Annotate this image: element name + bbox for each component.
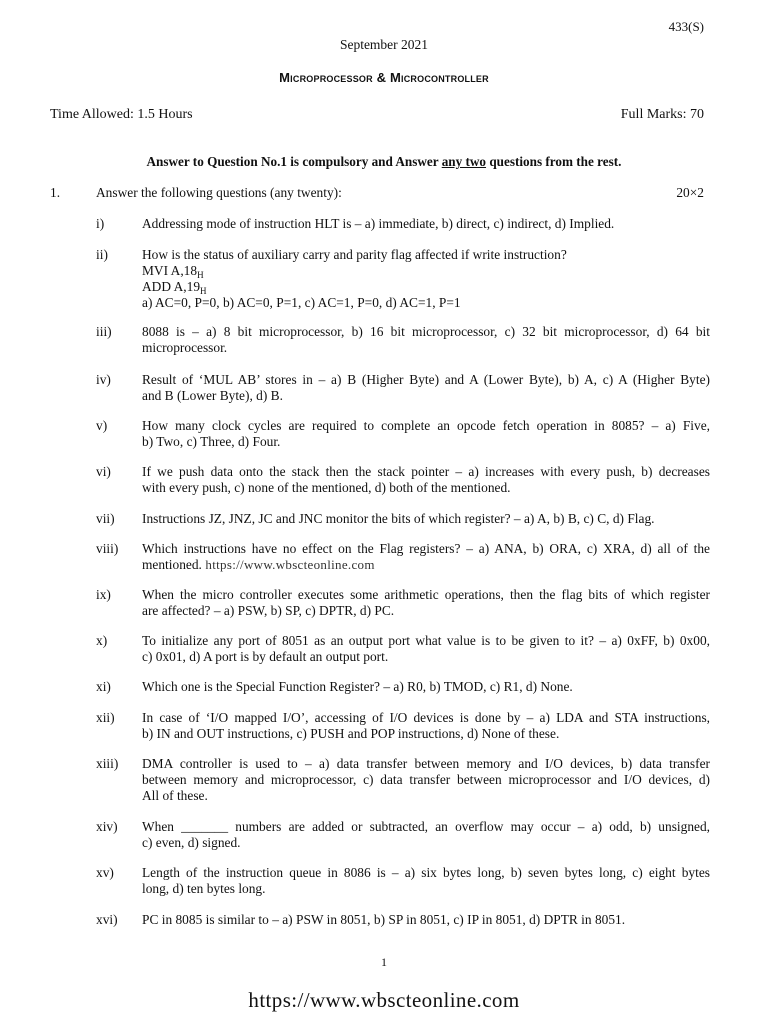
item-line: Length of the instruction queue in 8086 is – a) six bytes long, b) seven bytes long, c) eight bytes: [142, 865, 710, 880]
item-text: [142, 247, 710, 311]
question-heading: Answer the following questions (any twenty):: [96, 185, 342, 200]
item-text: [142, 216, 710, 232]
time-allowed: Time Allowed: 1.5 Hours: [50, 107, 193, 122]
item-line: c) 0x01, d) A port is by default an output port.: [142, 649, 389, 664]
instruction-post: questions from the rest.: [486, 154, 622, 169]
paper-code: 433(S): [668, 19, 704, 34]
subject-title: Microprocessor & Microcontroller: [279, 70, 489, 85]
item-line: How is the status of auxiliary carry and parity flag affected if write instruction?: [142, 247, 567, 262]
instruction-underlined: any two: [441, 154, 487, 169]
item-number: xv): [96, 865, 114, 880]
item-line: When _______ numbers are added or subtracted, an overflow may occur – a) odd, b) unsigned,: [142, 819, 710, 834]
item-line: ADD $A,19_H$: [142, 279, 207, 296]
item-text: [142, 464, 710, 496]
item-number: xiv): [96, 819, 118, 834]
item-line: a) AC=0, P=0, b) AC=0, P=1, c) AC=1, P=0, d) AC=1, P=1: [142, 295, 461, 310]
item-line: When the micro controller executes some arithmetic operations, then the flag bits of which register: [142, 587, 710, 602]
item-line: Which one is the Special Function Register? – a) R0, b) TMOD, c) R1, d) None.: [142, 679, 573, 694]
item-number: xiii): [96, 756, 119, 771]
item-number: viii): [96, 541, 119, 556]
instruction-pre: Answer to Question No.1 is compulsory and Answer: [146, 154, 442, 169]
item-line: PC in 8085 is similar to – a) PSW in 8051, b) SP in 8051, c) IP in 8051, d) DPTR in 8051.: [142, 912, 626, 927]
item-text: [142, 819, 710, 851]
item-number: xvi): [96, 912, 118, 927]
question-marks: 20×2: [676, 185, 704, 200]
item-line: microprocessor.: [142, 340, 228, 355]
item-line: b) Two, c) Three, d) Four.: [142, 434, 281, 449]
item-text: [142, 541, 710, 573]
item-number: x): [96, 633, 108, 648]
item-number: v): [96, 418, 108, 433]
item-number: iii): [96, 324, 112, 339]
item-line: MVI $A,18_H$: [142, 263, 204, 280]
item-number: vii): [96, 511, 115, 526]
item-text: [142, 710, 710, 742]
item-number: ix): [96, 587, 111, 602]
item-text: [142, 633, 710, 665]
item-line: Addressing mode of instruction HLT is – a) immediate, b) direct, c) indirect, d) Implied.: [142, 216, 615, 231]
item-line: Result of ‘MUL AB’ stores in – a) B (Higher Byte) and A (Lower Byte), b) A, c) A (Higher Byte): [142, 372, 710, 387]
item-text: [142, 511, 710, 527]
item-line: DMA controller is used to – a) data transfer between memory and I/O devices, b) data transfer: [142, 756, 710, 771]
item-text: [142, 587, 710, 619]
item-line: 8088 is – a) 8 bit microprocessor, b) 16 bit microprocessor, c) 32 bit microprocessor, d) 64 bit: [142, 324, 710, 339]
item-line: and B (Lower Byte), d) B.: [142, 388, 283, 403]
item-text: [142, 912, 710, 928]
item-number: xii): [96, 710, 115, 725]
footer-url: https://www.wbscteonline.com: [248, 988, 520, 1012]
item-text: [142, 865, 710, 897]
item-text: [142, 372, 710, 404]
subscript: H: [197, 270, 204, 280]
instructions: [0, 154, 768, 170]
item-line: In case of ‘I/O mapped I/O’, accessing of I/O devices is done by – a) LDA and STA instructions,: [142, 710, 710, 725]
item-number: i): [96, 216, 105, 231]
item-text: [142, 418, 710, 450]
item-line: All of these.: [142, 788, 208, 803]
exam-session: September 2021: [339, 37, 429, 52]
item-line: are affected? – a) PSW, b) SP, c) DPTR, d) PC.: [142, 603, 395, 618]
item-line: How many clock cycles are required to complete an opcode fetch operation in 8085? – a) Five,: [142, 418, 710, 433]
item-line: If we push data onto the stack then the stack pointer – a) increases with every push, b) decreases: [142, 464, 710, 479]
subscript: H: [200, 286, 207, 296]
item-line: c) even, d) signed.: [142, 835, 241, 850]
item-line: with every push, c) none of the mentioned, d) both of the mentioned.: [142, 480, 511, 495]
item-number: xi): [96, 679, 111, 694]
item-text: [142, 679, 710, 695]
item-text: [142, 324, 710, 356]
full-marks: Full Marks: 70: [620, 107, 704, 122]
item-number: ii): [96, 247, 108, 262]
item-text: [142, 756, 710, 804]
item-line: Instructions JZ, JNZ, JC and JNC monitor the bits of which register? – a) A, b) B, c) C, d) Flag.: [142, 511, 655, 526]
item-line: mentioned. https://www.wbscteonline.com: [142, 557, 375, 572]
question-number: 1.: [50, 185, 61, 200]
item-line: long, d) ten bytes long.: [142, 881, 266, 896]
item-line: Which instructions have no effect on the Flag registers? – a) ANA, b) ORA, c) XRA, d) all of the: [142, 541, 710, 556]
inline-watermark-url: https://www.wbscteonline.com: [201, 557, 375, 572]
item-line: b) IN and OUT instructions, c) PUSH and POP instructions, d) None of these.: [142, 726, 560, 741]
item-line: between memory and microprocessor, c) data transfer between microprocessor and I/O devices, d): [142, 772, 710, 787]
page-number: 1: [381, 955, 387, 969]
item-line: To initialize any port of 8051 as an output port what value is to be given to it? – a) 0xFF, b) 0x00,: [142, 633, 710, 648]
item-number: iv): [96, 372, 111, 387]
item-number: vi): [96, 464, 111, 479]
